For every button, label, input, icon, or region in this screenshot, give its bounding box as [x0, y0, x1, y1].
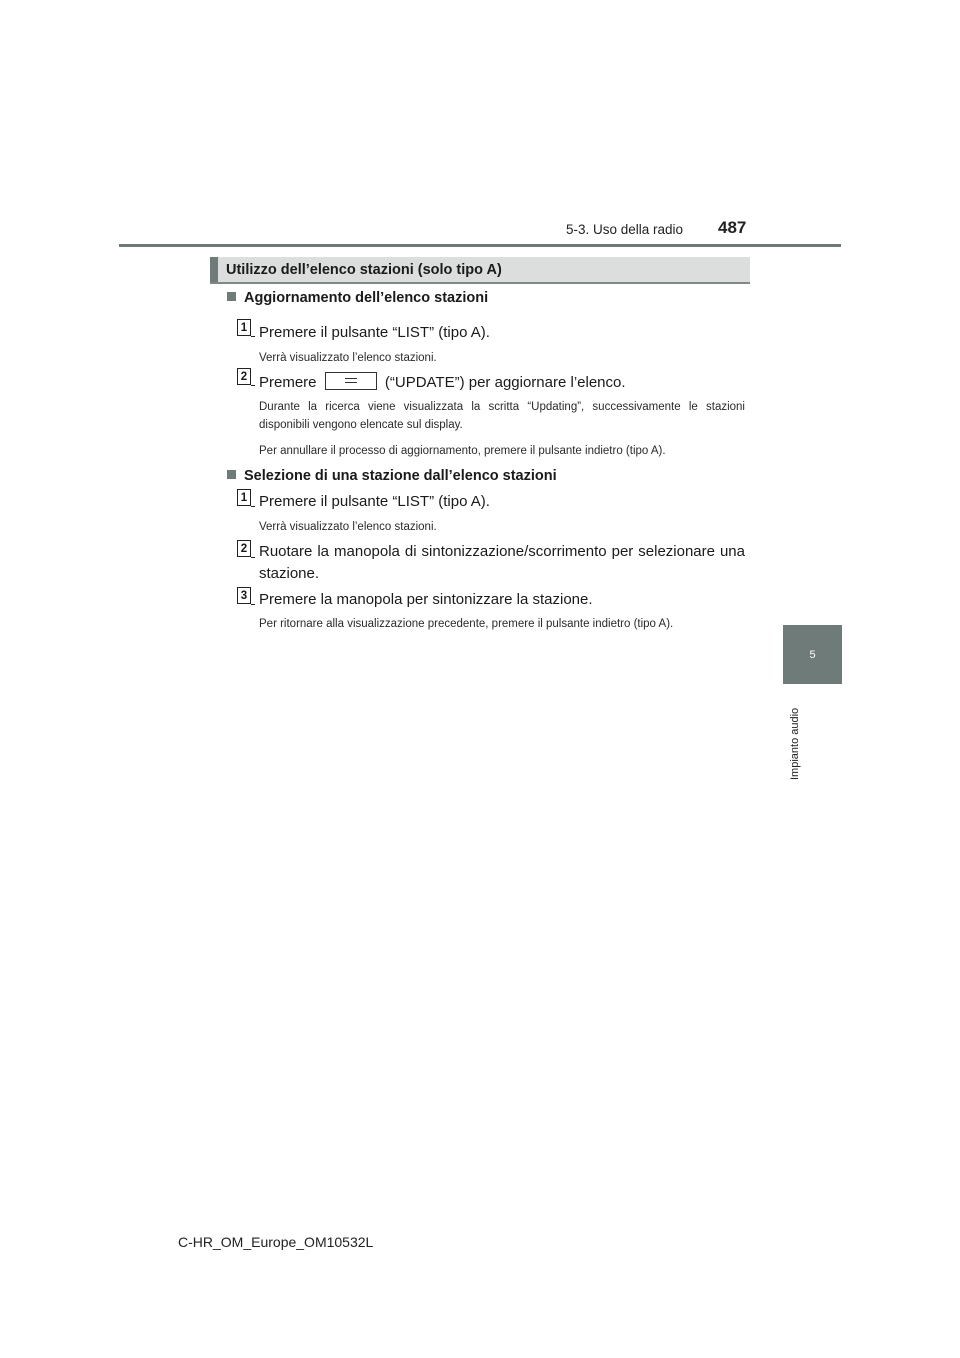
step-rule	[251, 336, 255, 337]
bullet-square-icon	[227, 292, 236, 301]
step-number-box	[237, 368, 251, 385]
chapter-number: 5	[809, 648, 816, 661]
section-banner	[210, 257, 750, 284]
step-rule	[251, 557, 255, 558]
step-note: Verrà visualizzato l’elenco stazioni.	[259, 352, 437, 364]
banner-title: Utilizzo dell’elenco stazioni (solo tipo A)	[226, 262, 502, 278]
document-code: C-HR_OM_Europe_OM10532L	[178, 1234, 374, 1250]
step-number-box	[237, 587, 251, 604]
banner-accent-bar	[210, 257, 218, 282]
step-number: 1	[240, 321, 248, 334]
subsection-heading-text: Selezione di una stazione dall’elenco stazioni	[244, 468, 557, 484]
step-number-box	[237, 540, 251, 557]
subsection-heading-text: Aggiornamento dell’elenco stazioni	[244, 290, 489, 306]
step-number: 2	[240, 542, 248, 555]
step-number-box	[237, 489, 251, 506]
step-text-before: Premere	[259, 374, 317, 391]
step-number-box	[237, 319, 251, 336]
step-text: Premere il pulsante “LIST” (tipo A).	[259, 324, 490, 341]
menu-lines-icon	[345, 378, 357, 383]
step-text: Premere la manopola per sintonizzare la stazione.	[259, 591, 593, 608]
step-rule	[251, 604, 255, 605]
update-button-image	[325, 372, 377, 390]
step-note: Durante la ricerca viene visualizzata la scritta “Updating”, successivamente le stazioni disponibili vengono elencate sul display.	[259, 401, 745, 431]
step-number: 2	[240, 370, 248, 383]
step-number: 1	[240, 491, 248, 504]
page-number: 487	[718, 218, 747, 237]
chapter-label	[786, 690, 806, 782]
step-note: Per ritornare alla visualizzazione precedente, premere il pulsante indietro (tipo A).	[259, 618, 674, 630]
chapter-tab	[783, 625, 842, 684]
step-text: Ruotare la manopola di sintonizzazione/scorrimento per selezionare una stazione.	[259, 543, 745, 582]
step-number: 3	[240, 589, 248, 602]
header-rule	[119, 244, 841, 247]
subsection-heading-select	[227, 468, 557, 484]
section-title: 5-3. Uso della radio	[566, 222, 684, 237]
step-rule	[251, 506, 255, 507]
bullet-square-icon	[227, 470, 236, 479]
step-note: Per annullare il processo di aggiornamento, premere il pulsante indietro (tipo A).	[259, 445, 666, 457]
subsection-heading-update	[227, 290, 488, 306]
step-text-after: (“UPDATE”) per aggiornare l’elenco.	[384, 374, 626, 391]
step-note: Verrà visualizzato l’elenco stazioni.	[259, 521, 437, 533]
step-rule	[251, 385, 255, 386]
step-text	[259, 372, 749, 394]
chapter-label-text: Impianto audio	[789, 707, 801, 780]
step-text: Premere il pulsante “LIST” (tipo A).	[259, 493, 490, 510]
